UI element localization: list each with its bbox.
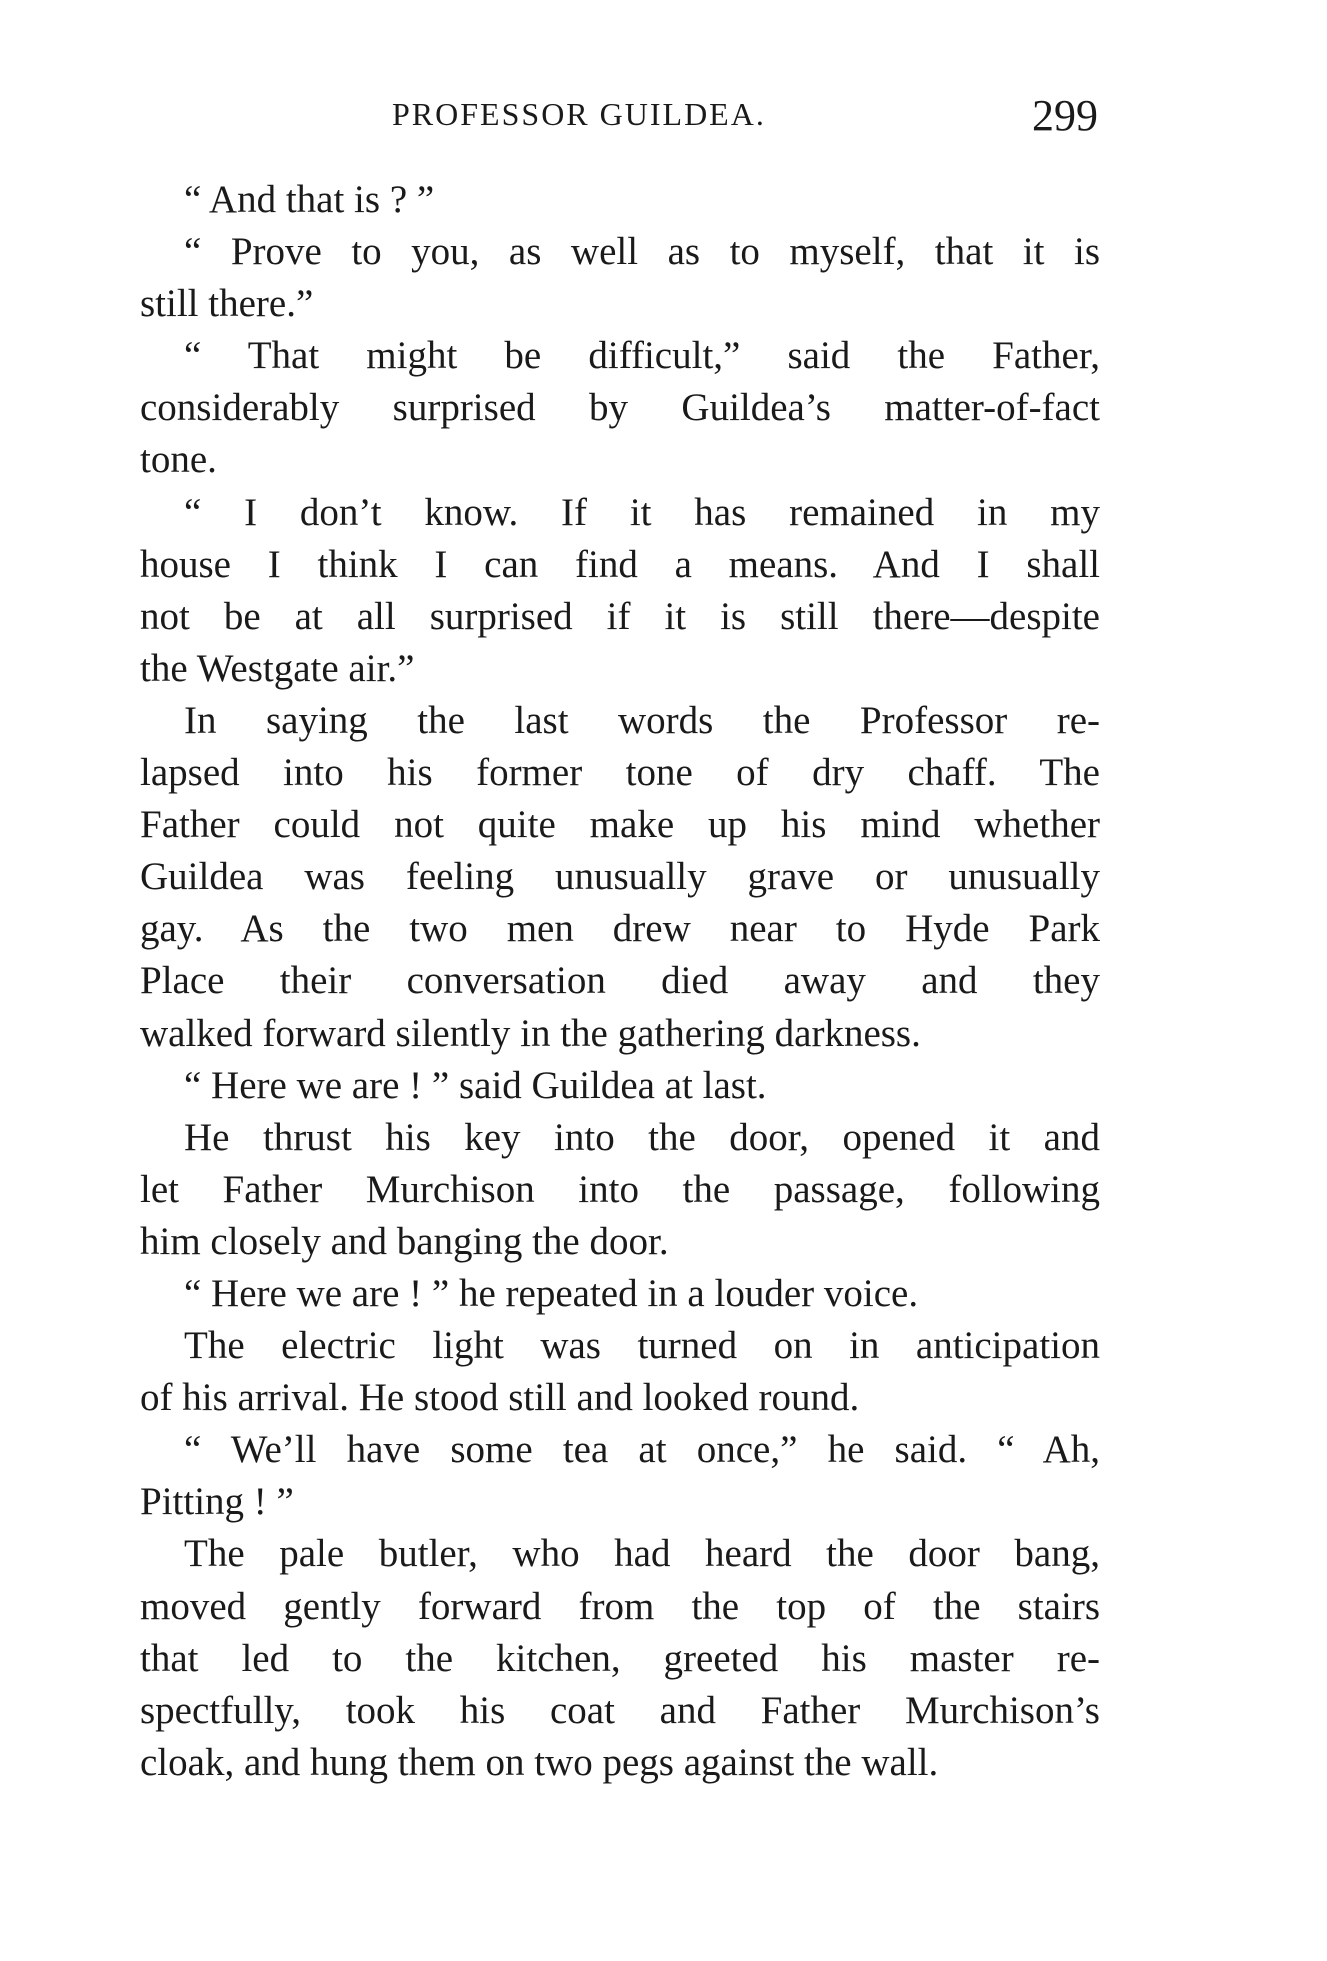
running-title: PROFESSOR GUILDEA. bbox=[392, 96, 766, 132]
text-line: of his arrival. He stood still and looked round. bbox=[140, 1376, 860, 1420]
body-text bbox=[140, 174, 1100, 1789]
text-line: “ And that is ? ” bbox=[184, 178, 435, 221]
text-line: lapsed into his former tone of dry chaff. The bbox=[140, 751, 1100, 795]
text-line: “ Here we are ! ” he repeated in a louder voice. bbox=[184, 1271, 919, 1315]
text-line: considerably surprised by Guildea’s matter-of-fact bbox=[140, 386, 1100, 430]
text-line: The electric light was turned on in anticipation bbox=[184, 1324, 1100, 1368]
text-line: let Father Murchison into the passage, following bbox=[140, 1167, 1100, 1211]
text-line: moved gently forward from the top of the stairs bbox=[140, 1584, 1100, 1628]
text-line: the Westgate air.” bbox=[140, 646, 415, 690]
text-line: spectfully, took his coat and Father Murchison’s bbox=[140, 1688, 1100, 1732]
text-line: He thrust his key into the door, opened it and bbox=[184, 1115, 1100, 1159]
text-line: Place their conversation died away and they bbox=[140, 959, 1100, 1003]
text-line: In saying the last words the Professor re- bbox=[184, 698, 1100, 742]
text-line: him closely and banging the door. bbox=[140, 1219, 669, 1263]
page-number: 299 bbox=[1032, 91, 1098, 140]
text-line: not be at all surprised if it is still there—despite bbox=[140, 594, 1100, 638]
text-line: Guildea was feeling unusually grave or unusually bbox=[140, 855, 1100, 899]
text-line: “ I don’t know. If it has remained in my bbox=[184, 490, 1100, 534]
text-line: that led to the kitchen, greeted his master re- bbox=[140, 1636, 1100, 1680]
text-line: cloak, and hung them on two pegs against the wall. bbox=[140, 1740, 939, 1784]
text-line: house I think I can find a means. And I shall bbox=[140, 542, 1100, 586]
running-head bbox=[140, 91, 1100, 148]
text-line: “ We’ll have some tea at once,” he said. “ Ah, bbox=[184, 1428, 1100, 1472]
text-line: “ That might be difficult,” said the Father, bbox=[184, 334, 1100, 378]
text-line: The pale butler, who had heard the door bang, bbox=[184, 1532, 1100, 1576]
text-line: “ Here we are ! ” said Guildea at last. bbox=[184, 1063, 767, 1107]
text-line: walked forward silently in the gathering darkness. bbox=[140, 1011, 921, 1055]
text-line: “ Prove to you, as well as to myself, that it is bbox=[184, 230, 1100, 274]
text-line: gay. As the two men drew near to Hyde Park bbox=[140, 907, 1100, 951]
text-line: tone. bbox=[140, 438, 217, 482]
text-line: Father could not quite make up his mind whether bbox=[140, 803, 1100, 847]
text-line: still there.” bbox=[140, 282, 314, 326]
text-line: Pitting ! ” bbox=[140, 1480, 294, 1524]
